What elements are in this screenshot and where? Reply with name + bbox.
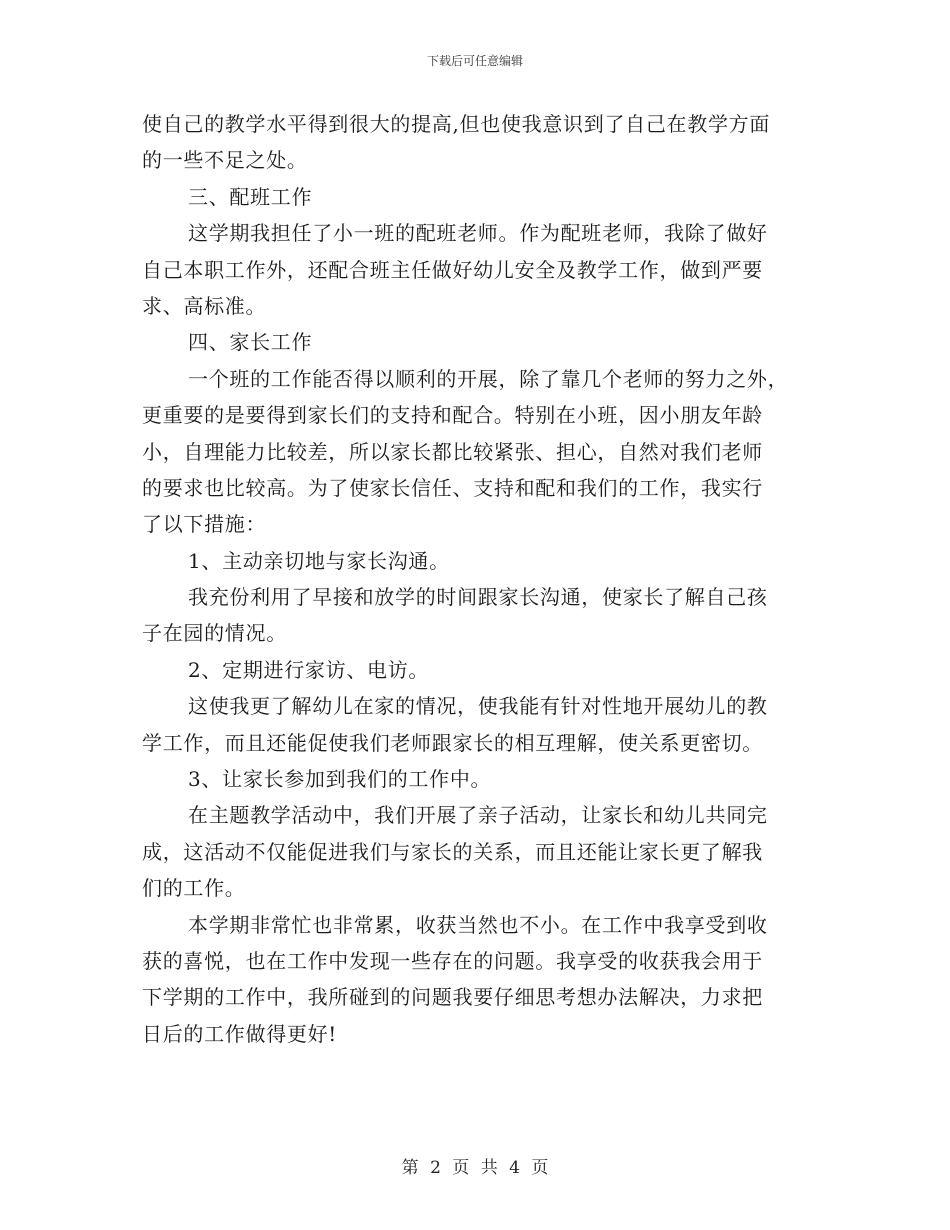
text-line: 求、高标准。 xyxy=(142,293,267,318)
page-number: 第 2 页 共 4 页 xyxy=(401,1158,549,1178)
text-line: 一个班的工作能否得以顺利的开展，除了靠几个老师的努力之外， xyxy=(188,366,789,391)
text-line: 我充份利用了早接和放学的时间跟家长沟通，使家长了解自己孩 xyxy=(188,585,768,610)
text-line: 成，这活动不仅能促进我们与家长的关系，而且还能让家长更了解我 xyxy=(142,839,763,864)
text-line: 的一些不足之处。 xyxy=(142,148,308,173)
text-line: 2、定期进行家访、电访。 xyxy=(188,657,430,682)
text-line: 在主题教学活动中，我们开展了亲子活动，让家长和幼儿共同完 xyxy=(188,803,768,828)
text-line: 的要求也比较高。为了使家长信任、支持和配和我们的工作，我实行 xyxy=(142,475,763,500)
text-line: 自己本职工作外，还配合班主任做好幼儿安全及教学工作，做到严要 xyxy=(142,257,763,282)
text-line: 日后的工作做得更好! xyxy=(142,1021,338,1046)
text-line: 学工作，而且还能促使我们老师跟家长的相互理解，使关系更密切。 xyxy=(142,730,763,755)
text-line: 获的喜悦，也在工作中发现一些存在的问题。我享受的收获我会用于 xyxy=(142,948,763,973)
text-line: 下学期的工作中，我所碰到的问题我要仔细思考想办法解决，力求把 xyxy=(142,985,763,1010)
text-line: 3、让家长参加到我们的工作中。 xyxy=(188,767,492,792)
text-line: 1、主动亲切地与家长沟通。 xyxy=(188,548,450,573)
text-line: 更重要的是要得到家长们的支持和配合。特别在小班，因小朋友年龄 xyxy=(142,403,763,428)
text-line: 本学期非常忙也非常累，收获当然也不小。在工作中我享受到收 xyxy=(188,912,768,937)
text-line: 这使我更了解幼儿在家的情况，使我能有针对性地开展幼儿的教 xyxy=(188,694,768,719)
document-body xyxy=(142,106,807,1052)
text-line: 小，自理能力比较差，所以家长都比较紧张、担心，自然对我们老师 xyxy=(142,439,763,464)
text-line: 子在园的情况。 xyxy=(142,621,287,646)
text-line: 三、配班工作 xyxy=(188,184,313,209)
text-line: 四、家长工作 xyxy=(188,330,313,355)
text-line: 使自己的教学水平得到很大的提高,但也使我意识到了自己在教学方面 xyxy=(142,112,771,136)
header-note: 下载后可任意编辑 xyxy=(426,54,523,68)
text-line: 了以下措施： xyxy=(142,512,267,537)
text-line: 这学期我担任了小一班的配班老师。作为配班老师，我除了做好 xyxy=(188,221,768,246)
text-line: 们的工作。 xyxy=(142,876,246,901)
